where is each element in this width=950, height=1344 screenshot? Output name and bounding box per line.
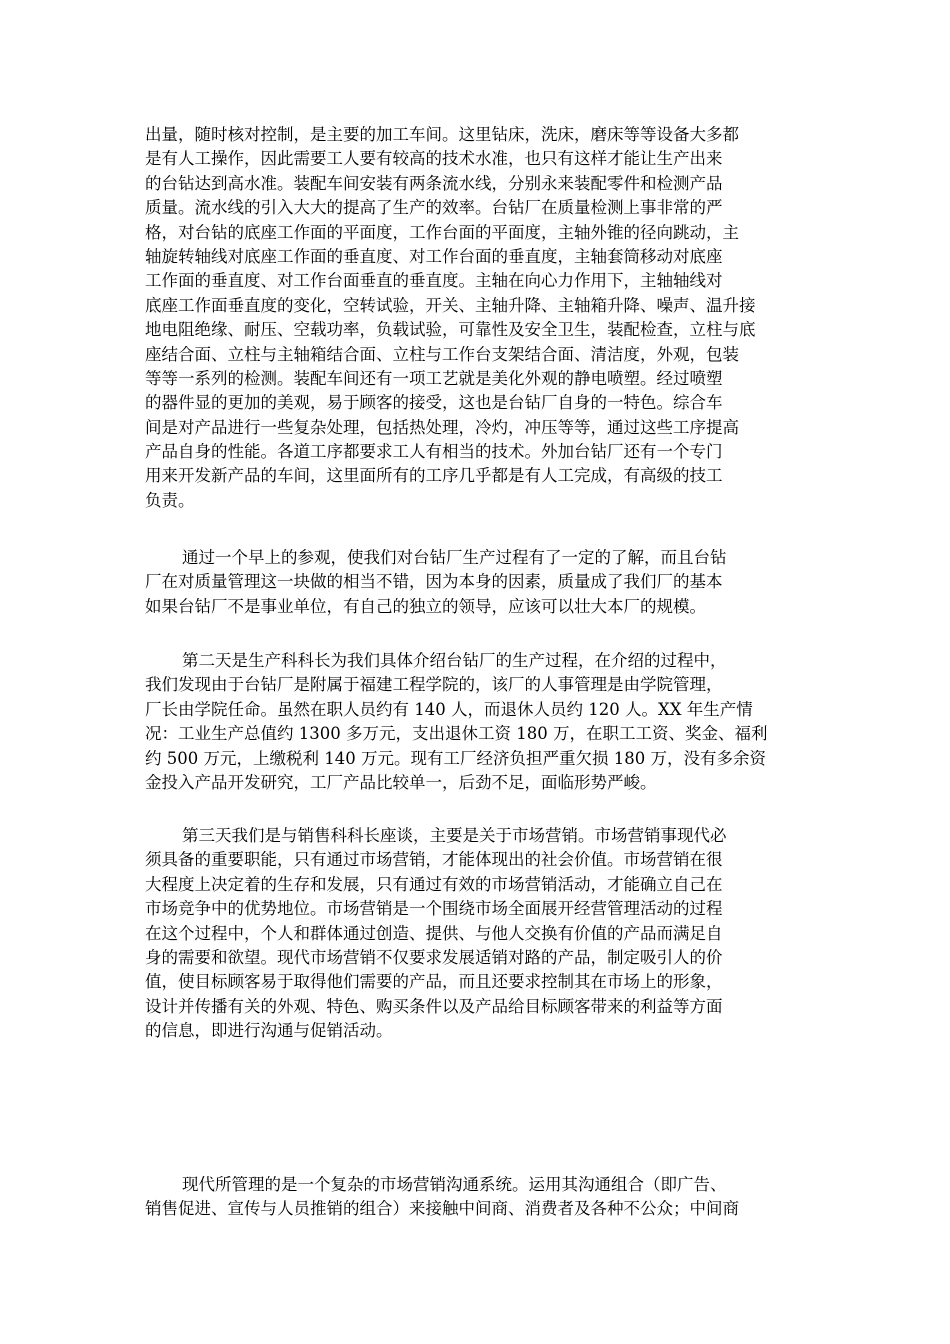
text-line: 的器件显的更加的美观，易于顾客的接受，这也是台钻厂自身的一特色。综合车 (145, 393, 723, 413)
text-line: 是有人工操作，因此需要工人要有较高的技术水准，也只有这样才能让生产出来 (145, 149, 723, 169)
text-line: 我们发现由于台钻厂是附属于福建工程学院的，该厂的人事管理是由学院管理， (145, 675, 723, 695)
text-line: 如果台钻厂不是事业单位，有自己的独立的领导，应该可以壮大本厂的规模。 (145, 596, 706, 616)
text-line: 厂长由学院任命。虽然在职人员约有 140 人，而退休人员约 120 人。XX 年生产情 (145, 699, 753, 719)
text-line: 的台钻达到高水准。装配车间安装有两条流水线，分别永来装配零件和检测产品 (145, 173, 723, 193)
text-line: 负责。 (145, 490, 195, 510)
text-line: 质量。流水线的引入大大的提高了生产的效率。台钻厂在质量检测上事非常的严 (145, 198, 723, 218)
text-line: 现代所管理的是一个复杂的市场营销沟通系统。运用其沟通组合（即广告、 (182, 1175, 727, 1194)
text-line: 产品自身的性能。各道工序都要求工人有相当的技术。外加台钻厂还有一个专门 (145, 442, 723, 462)
text-line: 座结合面、立柱与主轴箱结合面、立柱与工作台支架结合面、清洁度，外观，包装 (145, 344, 739, 364)
text-line: 约 500 万元，上缴税利 140 万元。现有工厂经济负担严重欠损 180 万，没有多余资 (145, 748, 766, 768)
paragraph-first-visit (145, 546, 805, 619)
text-line: 销售促进、宣传与人员推销的组合）来接触中间商、消费者及各种不公众；中间商 (145, 1199, 739, 1219)
text-line: 底座工作面垂直度的变化，空转试验，开关、主轴升降、主轴箱升降、噪声、温升接 (145, 295, 756, 315)
text-line: 的信息，即进行沟通与促销活动。 (145, 1021, 393, 1041)
paragraph-marketing-system (145, 1173, 805, 1222)
text-line: 出量，随时核对控制，是主要的加工车间。这里钻床，洗床，磨床等等设备大多都 (145, 125, 739, 144)
text-line: 设计并传播有关的外观、特色、购买条件以及产品给目标顾客带来的利益等方面 (145, 996, 723, 1016)
text-line: 间是对产品进行一些复杂处理，包括热处理，冷灼，冲压等等，通过这些工序提高 (145, 417, 739, 437)
text-line: 况：工业生产总值约 1300 多万元，支出退休工资 180 万，在职工工资、奖金、福利 (145, 724, 768, 744)
text-line: 厂在对质量管理这一块做的相当不错，因为本身的因素，质量成了我们厂的基本 (145, 572, 723, 592)
text-line: 工作面的垂直度、对工作台面垂直的垂直度。主轴在向心力作用下，主轴轴线对 (145, 271, 723, 291)
text-line: 格，对台钻的底座工作面的平面度，工作台面的平面度，主轴外锥的径向跳动，主 (145, 222, 739, 242)
text-line: 金投入产品开发研究，工厂产品比较单一，后劲不足，面临形势严峻。 (145, 772, 657, 792)
paragraph-workshops (145, 123, 805, 513)
text-line: 须具备的重要职能，只有通过市场营销，才能体现出的社会价值。市场营销在很 (145, 850, 723, 870)
paragraph-second-day (145, 649, 805, 795)
text-line: 等等一系列的检测。装配车间还有一项工艺就是美化外观的静电喷塑。经过喷塑 (145, 368, 723, 388)
text-line: 大程度上决定着的生存和发展，只有通过有效的市场营销活动，才能确立自己在 (145, 874, 723, 894)
text-line: 轴旋转轴线对底座工作面的垂直度、对工作台面的垂直度，主轴套筒移动对底座 (145, 246, 723, 266)
text-line: 第三天我们是与销售科科长座谈，主要是关于市场营销。市场营销事现代必 (182, 826, 727, 845)
text-line: 通过一个早上的参观，使我们对台钻厂生产过程有了一定的了解，而且台钻 (182, 548, 727, 567)
text-line: 第二天是生产科科长为我们具体介绍台钻厂的生产过程，在介绍的过程中， (182, 651, 727, 670)
text-line: 身的需要和欲望。现代市场营销不仅要求发展适销对路的产品，制定吸引人的价 (145, 947, 723, 967)
text-line: 值，使目标顾客易于取得他们需要的产品，而且还要求控制其在市场上的形象， (145, 972, 723, 992)
text-line: 市场竞争中的优势地位。市场营销是一个围绕市场全面展开经营管理活动的过程 (145, 899, 723, 919)
text-line: 地电阻绝缘、耐压、空载功率，负载试验，可靠性及安全卫生，装配检查，立柱与底 (145, 320, 756, 340)
text-line: 在这个过程中，个人和群体通过创造、提供、与他人交换有价值的产品而满足自 (145, 923, 723, 943)
paragraph-third-day (145, 824, 805, 1044)
text-line: 用来开发新产品的车间，这里面所有的工序几乎都是有人工完成，有高级的技工 (145, 466, 723, 486)
